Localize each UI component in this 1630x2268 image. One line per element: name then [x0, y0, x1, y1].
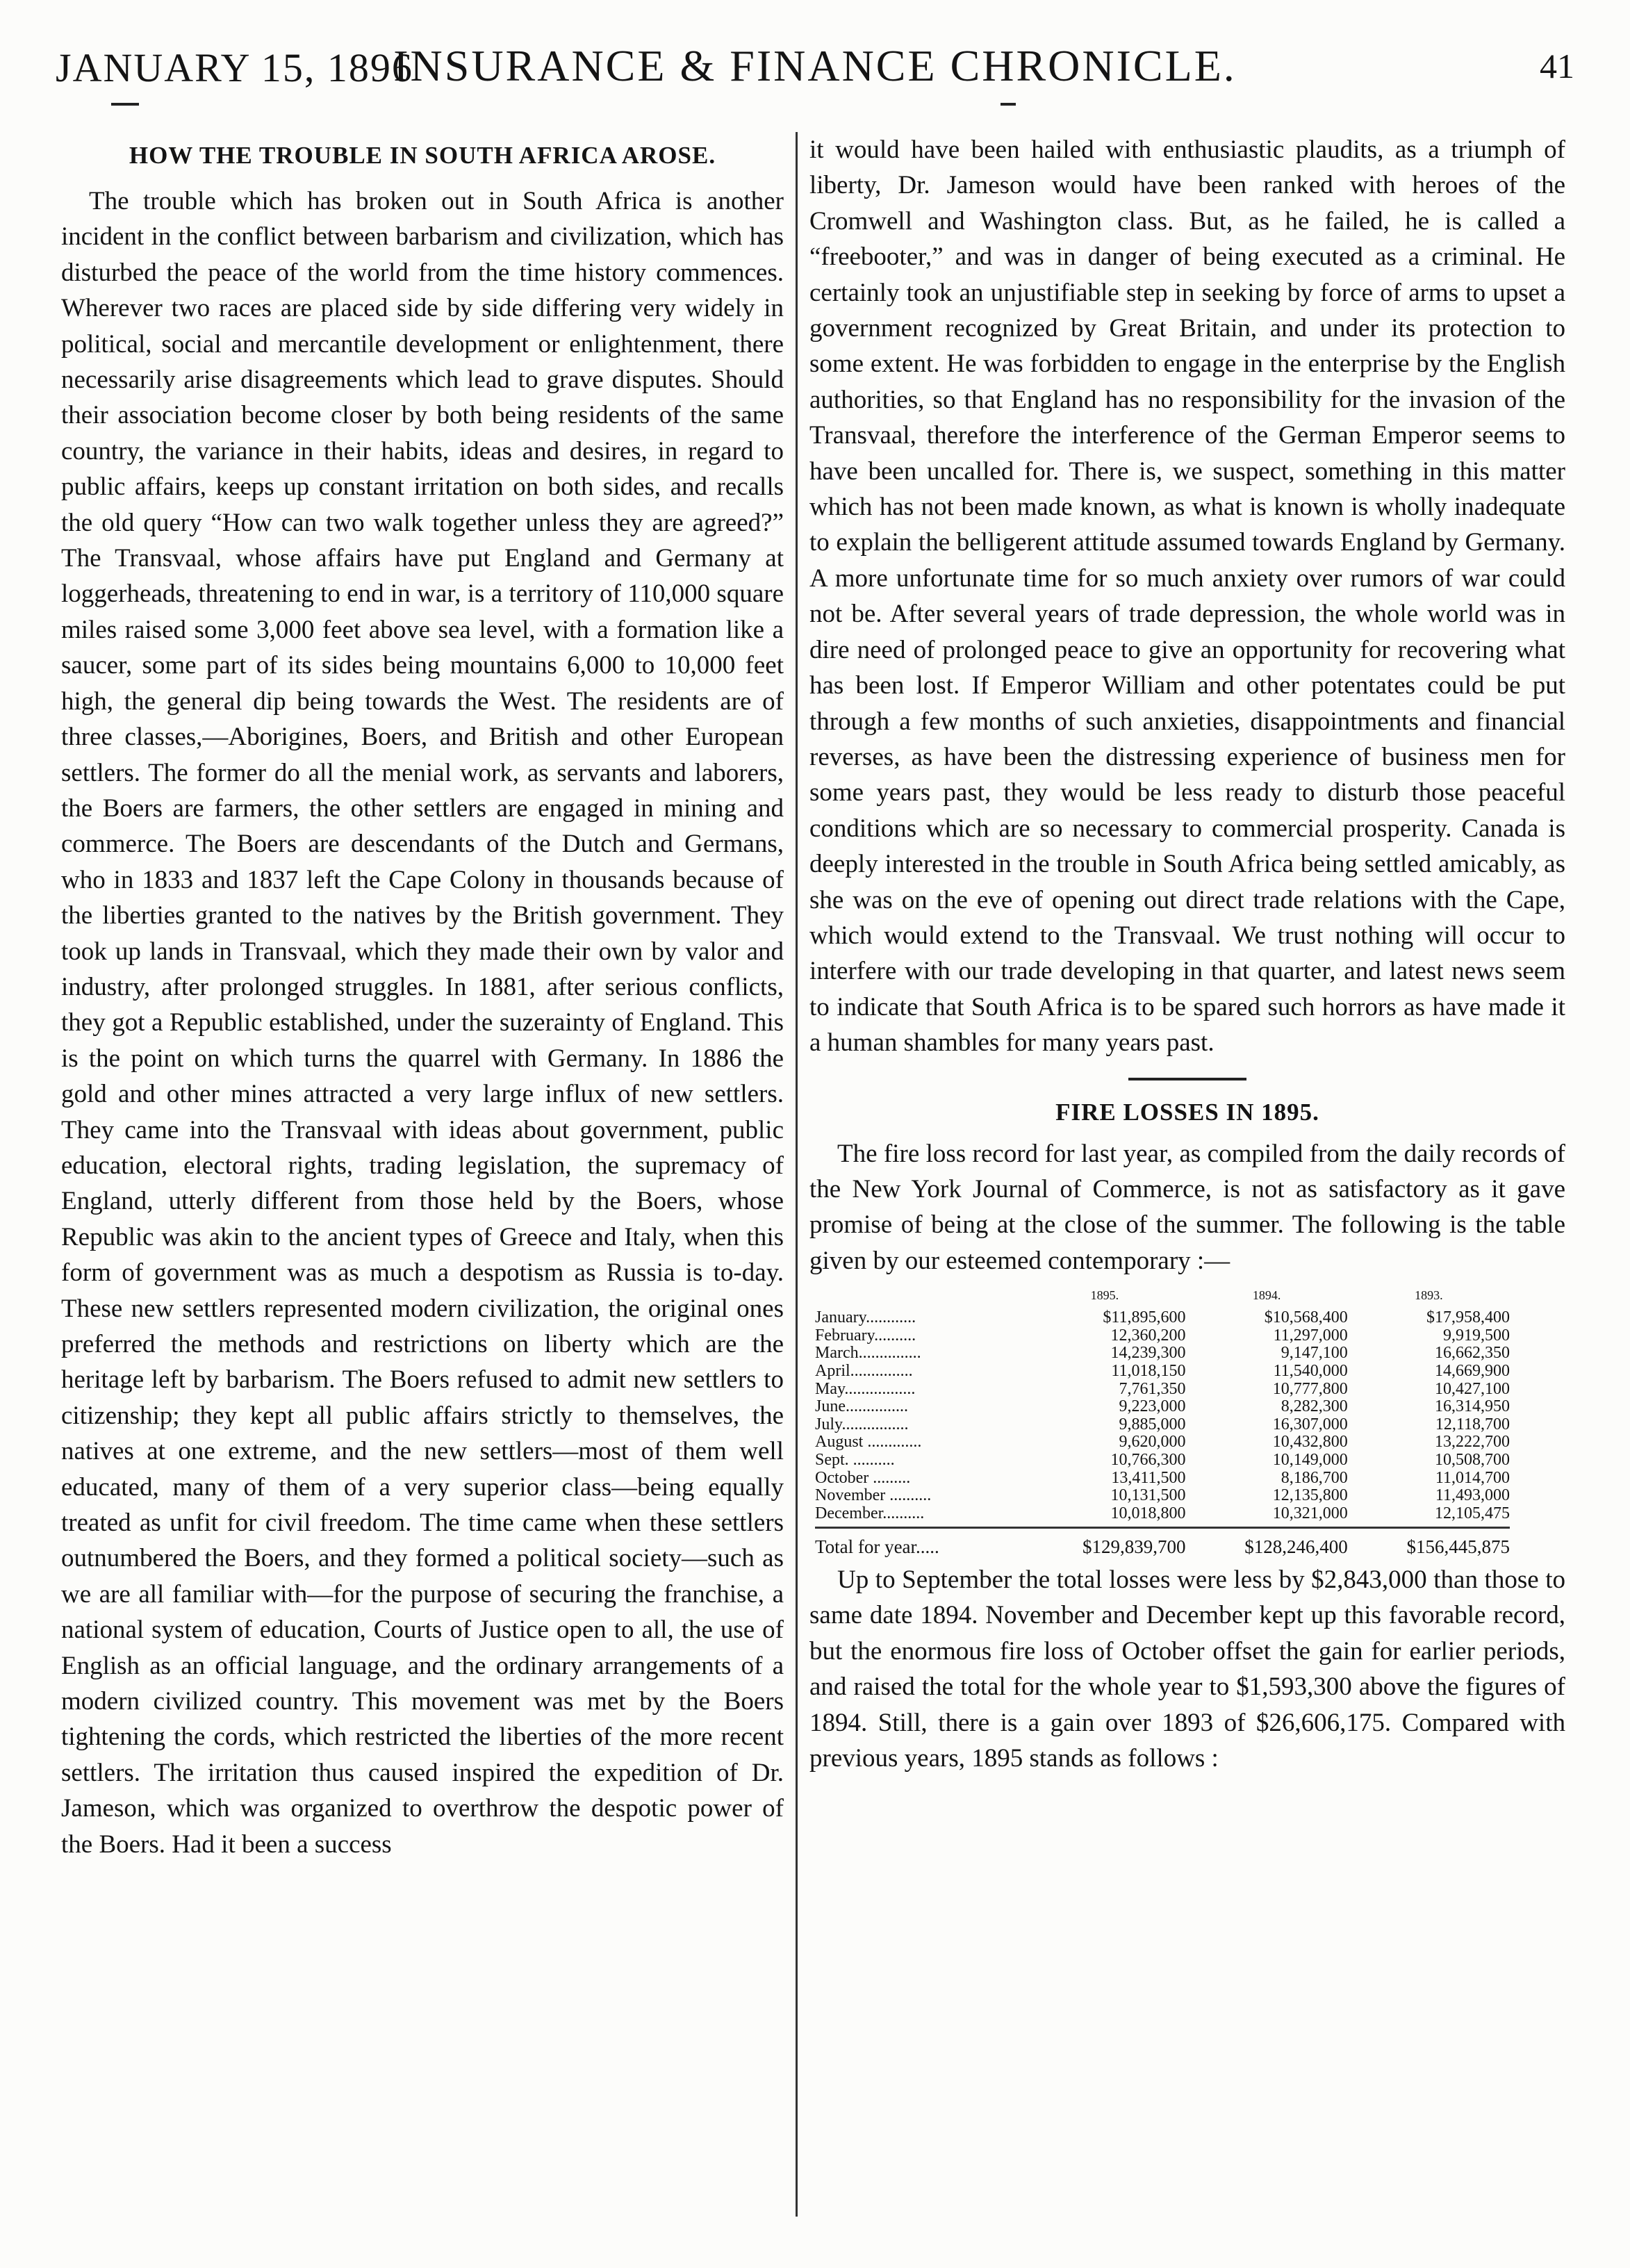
- value-cell: 12,105,475: [1435, 1504, 1510, 1522]
- value-cell: 10,427,100: [1435, 1379, 1510, 1398]
- table-row: [815, 1433, 1510, 1452]
- month-cell: December..........: [815, 1504, 925, 1522]
- left-column: [61, 132, 784, 1862]
- article-paragraph-continued: it would have been hailed with enthusiastic plaudits, as a triumph of liberty, Dr. Jameson would have been ranked with heroes of the Cromwell and Washington class. But, as he failed, he is called a “freebooter,” and was in danger of being executed as a criminal. He certainly took an unjustifiable step in seeking by force of arms to upset a government recognized by Great Britain, and under its protection to some extent. He was forbidden to engage in the enterprise by the English authorities, so that England has no responsibility for the invasion of the Transvaal, therefore the interference of the German Emperor seems to have been uncalled for. There is, we suspect, something in this matter which has not been made known, as what is known is wholly inadequate to explain the belligerent attitude assumed towards England by Germany. A more unfortunate time for so much anxiety over rumors of war could not be. After several years of trade depression, the whole world was in dire need of prolonged peace to give an opportunity for recovering what has been lost. If Emperor William and other potentates could be put through a few months of such anxieties, disappointments and financial reverses, as have been the distressing experience of business men for some years past, they would be less ready to disturb those peaceful conditions which are so necessary to commercial prosperity. Canada is deeply interested in the trouble in South Africa being settled amicably, as she was on the eve of opening out direct trade relations with the Cape, which would extend to the Transvaal. We trust nothing will occur to interfere with our trade developing in that quarter, and latest news seem to indicate that South Africa is to be spared such horrors as have made it a human shambles for many years past.: [809, 135, 1565, 1058]
- fire-losses-intro: The fire loss record for last year, as compiled from the daily records of the New York Journal of Commerce, is not as satisfactory as it gave promise of being at the close of the summer. The following is the table given by our esteemed contemporary :—: [809, 1139, 1565, 1275]
- value-cell: 8,186,700: [1281, 1468, 1348, 1487]
- fire-loss-totals: [815, 1529, 1510, 1556]
- value-cell: 11,018,150: [1111, 1361, 1186, 1380]
- value-cell: 10,131,500: [1110, 1486, 1186, 1505]
- value-cell: $10,568,400: [1264, 1308, 1348, 1327]
- issue-date: JANUARY 15, 1896: [56, 45, 413, 90]
- column-divider: [796, 132, 798, 2217]
- value-cell: 12,135,800: [1272, 1486, 1348, 1505]
- month-cell: February..........: [815, 1326, 916, 1345]
- total-value: $156,445,875: [1406, 1536, 1510, 1558]
- table-row: [815, 1470, 1510, 1488]
- value-cell: 13,411,500: [1111, 1468, 1186, 1487]
- value-cell: 14,669,900: [1435, 1361, 1510, 1380]
- value-cell: 10,508,700: [1435, 1450, 1510, 1469]
- month-cell: Sept. ..........: [815, 1450, 895, 1469]
- page-number: 41: [1540, 47, 1574, 85]
- section-rule: [1128, 1078, 1246, 1080]
- value-cell: 16,662,350: [1435, 1344, 1510, 1363]
- total-label: Total for year.....: [815, 1536, 939, 1558]
- month-cell: April...............: [815, 1361, 913, 1380]
- value-cell: 12,360,200: [1110, 1326, 1186, 1345]
- header-ornament-left: [111, 103, 139, 106]
- year-header: 1895.: [1090, 1288, 1119, 1303]
- value-cell: 9,147,100: [1281, 1344, 1348, 1363]
- month-cell: July................: [815, 1415, 909, 1433]
- value-cell: 8,282,300: [1281, 1397, 1348, 1416]
- table-row: [815, 1398, 1510, 1416]
- month-cell: August .............: [815, 1433, 922, 1452]
- value-cell: $11,895,600: [1103, 1308, 1186, 1327]
- publication-title: INSURANCE & FINANCE CHRONICLE.: [393, 41, 1237, 90]
- value-cell: 11,493,000: [1435, 1486, 1510, 1505]
- value-cell: 10,766,300: [1110, 1450, 1186, 1469]
- total-value: $129,839,700: [1082, 1536, 1186, 1558]
- fire-losses-summary: Up to September the total losses were less by $2,843,000 than those to same date 1894. November and December kept up this favorable record, but the enormous fire loss of October offset the gain for earlier periods, and raised the total for the whole year to $1,593,300 above the figures of 1894. Still, there is a gain over 1893 of $26,606,175. Compared with previous years, 1895 stands as follows :: [809, 1565, 1565, 1773]
- month-cell: October .........: [815, 1468, 911, 1487]
- article-title-south-africa: HOW THE TROUBLE IN SOUTH AFRICA AROSE.: [129, 142, 716, 169]
- value-cell: 10,149,000: [1272, 1450, 1348, 1469]
- table-row: [815, 1487, 1510, 1505]
- month-header: [815, 1285, 1023, 1306]
- value-cell: 16,307,000: [1272, 1415, 1348, 1433]
- table-row: [815, 1306, 1510, 1327]
- page-header: [56, 40, 1574, 96]
- month-cell: March...............: [815, 1344, 921, 1363]
- table-header-row: [815, 1285, 1510, 1306]
- table-row: [815, 1416, 1510, 1434]
- article-paragraph: The trouble which has broken out in South Africa is another incident in the conflict between barbarism and civilization, which has disturbed the peace of the world from the time history commences. Wherever two races are placed side by side differing very widely in political, social and mercantile development or enlightenment, there necessarily arise disagreements which lead to grave disputes. Should their association become closer by both being residents of the same country, the variance in their habits, ideas and desires, in regard to public affairs, keeps up constant irritation on both sides, and recalls the old query “How can two walk together unless they are agreed?” The Transvaal, whose affairs have put England and Germany at loggerheads, threatening to end in war, is a territory of 110,000 square miles raised some 3,000 feet above sea level, with a formation like a saucer, some part of its sides being mountains 6,000 to 10,000 feet high, the general dip being towards the West. The residents are of three classes,—Aborigines, Boers, and British and other European settlers. The former do all the menial work, as servants and laborers, the Boers are farmers, the other settlers are engaged in mining and commerce. The Boers are descendants of the Dutch and Germans, who in 1833 and 1837 left the Cape Colony in thousands because of the liberties granted to the natives by the British government. They took up lands in Transvaal, which they made their own by valor and industry, after prolonged struggles. In 1881, after serious conflicts, they got a Republic established, under the suzerainty of England. This is the point on which turns the quarrel with Germany. In 1886 the gold and other mines attracted a very large influx of new settlers. They came into the Transvaal with ideas about government, public education, electoral rights, trading legislation, the supremacy of England, utterly different from those held by the Boers, whose Republic was akin to the ancient types of Greece and Italy, when this form of government was as much a despotism as Russia is to-day. These new settlers represented modern civilization, the original ones preferred the methods and restrictions on liberty which are the heritage left by barbarism. The Boers refused to admit new settlers to citizenship; they kept all public affairs strictly to themselves, the natives at one extreme, and the new settlers—most of them well educated, many of them of a very superior class—being equally treated as unfit for civil freedom. The time came when these settlers outnumbered the Boers, and they formed a political society—such as we are all familiar with—for the purpose of securing the franchise, a national system of education, Courts of Justice open to all, the use of English as an official language, and the ordinary arrangements of a modern civilized country. This movement was met by the Boers tightening the cords, which restricted the liberties of the more recent settlers. The irritation thus caused inspired the expedition of Dr. Jameson, which was organized to overthrow the despotic power of the Boers. Had it been a success: [61, 187, 784, 1859]
- value-cell: 14,239,300: [1110, 1344, 1186, 1363]
- value-cell: 9,919,500: [1443, 1326, 1510, 1345]
- fire-loss-table: [815, 1285, 1510, 1522]
- table-row: [815, 1505, 1510, 1523]
- value-cell: 13,222,700: [1435, 1433, 1510, 1452]
- month-cell: November ..........: [815, 1486, 932, 1505]
- table-row: [815, 1381, 1510, 1399]
- value-cell: 11,014,700: [1435, 1468, 1510, 1487]
- value-cell: 10,018,800: [1110, 1504, 1186, 1522]
- month-cell: May.................: [815, 1379, 916, 1398]
- value-cell: 10,777,800: [1272, 1379, 1348, 1398]
- value-cell: 16,314,950: [1435, 1397, 1510, 1416]
- value-cell: 10,432,800: [1272, 1433, 1348, 1452]
- value-cell: 11,540,000: [1273, 1361, 1348, 1380]
- value-cell: $17,958,400: [1426, 1308, 1510, 1327]
- value-cell: 9,223,000: [1119, 1397, 1186, 1416]
- month-cell: January............: [815, 1308, 916, 1327]
- value-cell: 12,118,700: [1435, 1415, 1510, 1433]
- value-cell: 9,620,000: [1119, 1433, 1186, 1452]
- header-ornament-right: [1001, 103, 1016, 106]
- right-column: [809, 132, 1565, 1776]
- table-row: [815, 1452, 1510, 1470]
- table-row: [815, 1363, 1510, 1381]
- article-title-fire-losses: FIRE LOSSES IN 1895.: [1055, 1098, 1319, 1126]
- year-header: 1893.: [1415, 1288, 1443, 1303]
- table-row: [815, 1345, 1510, 1363]
- table-row: [815, 1327, 1510, 1345]
- month-cell: June...............: [815, 1397, 908, 1416]
- year-header: 1894.: [1252, 1288, 1281, 1303]
- value-cell: 7,761,350: [1119, 1379, 1186, 1398]
- value-cell: 9,885,000: [1119, 1415, 1186, 1433]
- value-cell: 10,321,000: [1272, 1504, 1348, 1522]
- total-value: $128,246,400: [1244, 1536, 1348, 1558]
- value-cell: 11,297,000: [1273, 1326, 1348, 1345]
- table-total-row: [815, 1529, 1510, 1556]
